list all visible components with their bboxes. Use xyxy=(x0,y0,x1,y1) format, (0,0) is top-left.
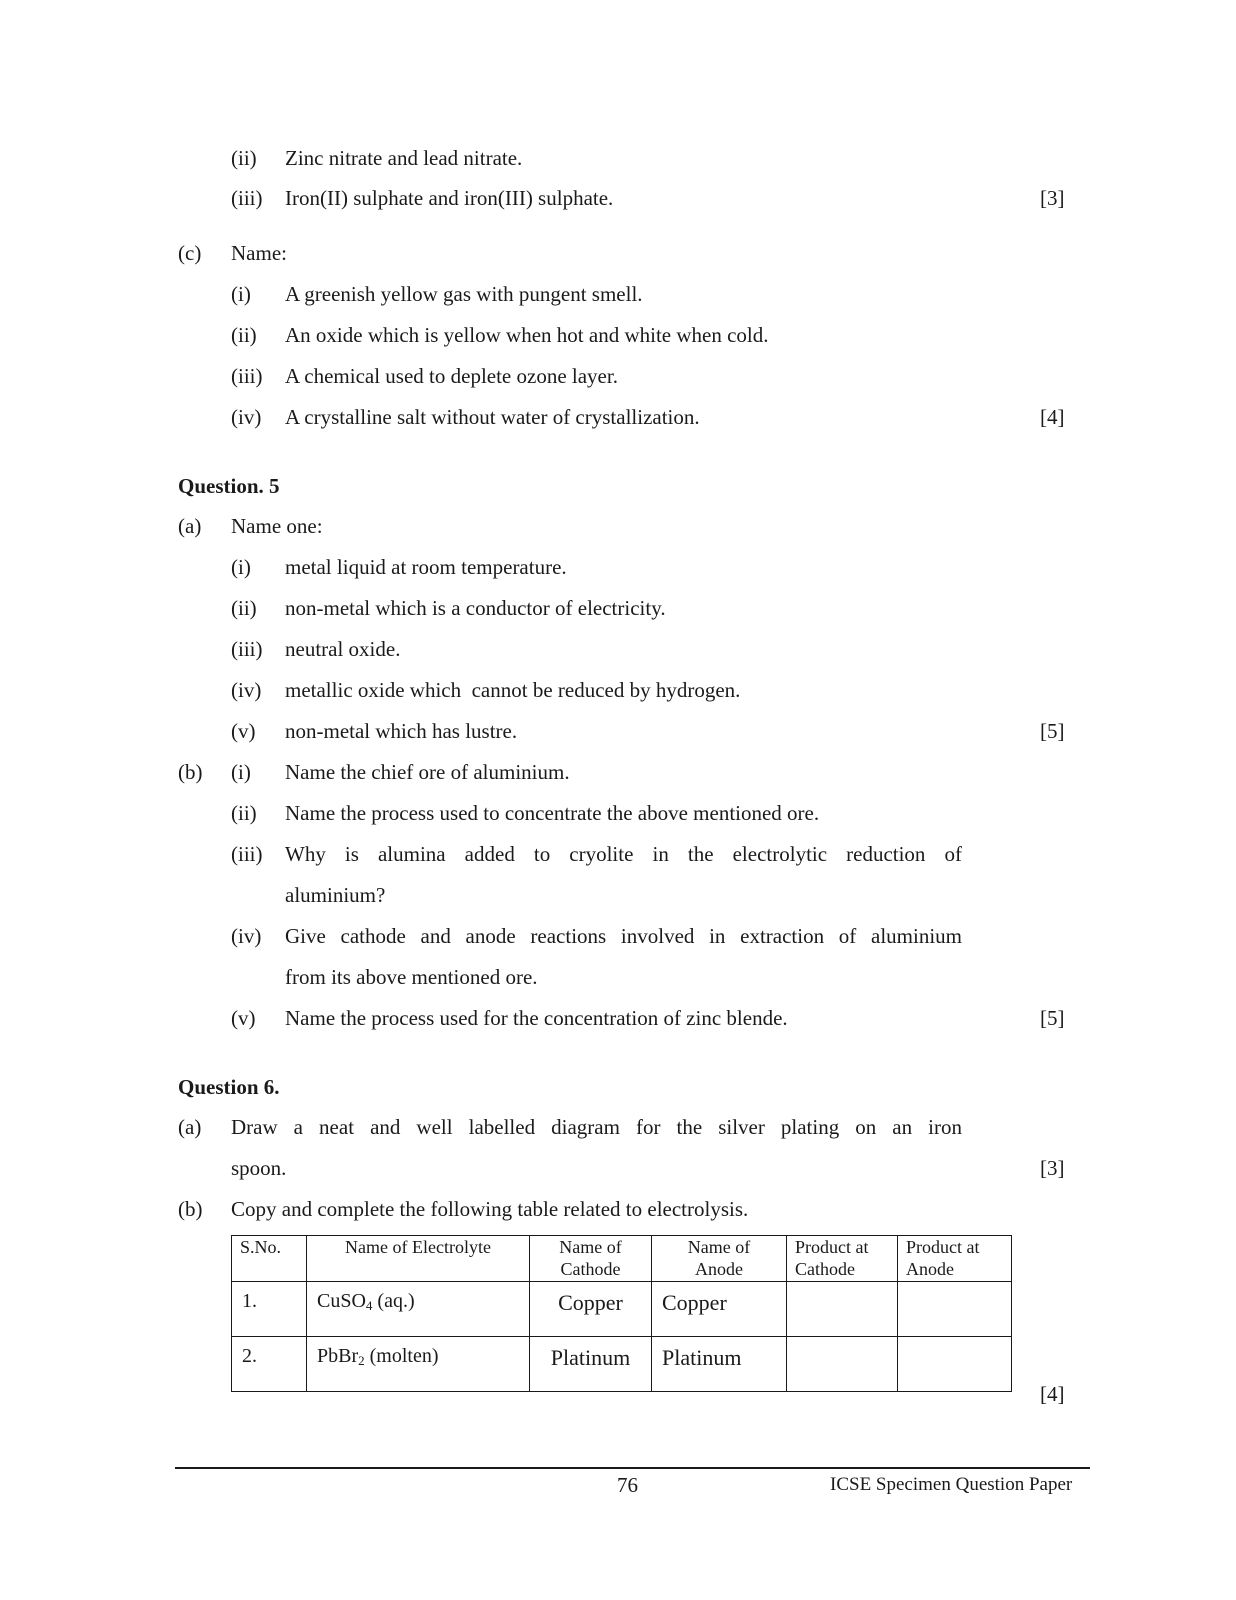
cell-cathode: Copper xyxy=(530,1282,652,1337)
item-text: An oxide which is yellow when hot and white when cold. xyxy=(285,323,769,347)
marks-label: [3] xyxy=(1040,186,1065,210)
table-row xyxy=(232,1282,1012,1337)
footer-divider xyxy=(175,1467,1090,1469)
part-label: (c) xyxy=(178,241,202,265)
page-number: 76 xyxy=(617,1473,638,1497)
item-number: (v) xyxy=(231,1006,256,1030)
header-anode: Name of Anode xyxy=(652,1236,787,1282)
item-text-continued: from its above mentioned ore. xyxy=(285,965,538,989)
cell-anode: Platinum xyxy=(652,1337,787,1392)
cell-electrolyte: PbBr$_2$ (molten) xyxy=(307,1337,530,1392)
item-text: neutral oxide. xyxy=(285,637,401,661)
cell-sno: 1. xyxy=(232,1282,307,1337)
item-text: Zinc nitrate and lead nitrate. xyxy=(285,146,523,170)
header-sno: S.No. xyxy=(232,1236,307,1282)
electrolysis-table xyxy=(231,1235,1012,1392)
part-label: (b) xyxy=(178,760,203,784)
part-label: (a) xyxy=(178,514,202,538)
item-number: (iii) xyxy=(231,364,263,388)
part-prompt: Name: xyxy=(231,241,287,265)
item-number: (ii) xyxy=(231,801,257,825)
header-product-cathode: Product at Cathode xyxy=(787,1236,898,1282)
item-text: metal liquid at room temperature. xyxy=(285,555,567,579)
marks-label: [4] xyxy=(1040,405,1065,429)
marks-label: [5] xyxy=(1040,719,1065,743)
item-number: (i) xyxy=(231,282,251,306)
item-text: A chemical used to deplete ozone layer. xyxy=(285,364,618,388)
item-text: A crystalline salt without water of crystallization. xyxy=(285,405,700,429)
table-header-row xyxy=(232,1236,1012,1282)
question-5-heading: Question. 5 xyxy=(178,474,280,498)
marks-label: [4] xyxy=(1040,1382,1065,1406)
item-text-continued: aluminium? xyxy=(285,883,386,907)
item-text: A greenish yellow gas with pungent smell. xyxy=(285,282,643,306)
footer-title: ICSE Specimen Question Paper xyxy=(830,1474,1073,1495)
marks-label: [5] xyxy=(1040,1006,1065,1030)
item-number: (ii) xyxy=(231,596,257,620)
item-text: Name the chief ore of aluminium. xyxy=(285,760,570,784)
cell-product-cathode xyxy=(787,1282,898,1337)
cell-product-cathode xyxy=(787,1337,898,1392)
part-label: (b) xyxy=(178,1197,203,1221)
item-number: (iii) xyxy=(231,842,263,866)
item-number: (iv) xyxy=(231,678,262,702)
item-number: (ii) xyxy=(231,323,257,347)
item-text: non-metal which has lustre. xyxy=(285,719,518,743)
cell-cathode: Platinum xyxy=(530,1337,652,1392)
item-number: (i) xyxy=(231,555,251,579)
table-row xyxy=(232,1337,1012,1392)
item-number: (i) xyxy=(231,760,251,784)
item-text: Why is alumina added to cryolite in the electrolytic reduction of xyxy=(285,842,962,866)
part-text-continued: spoon. xyxy=(231,1156,287,1180)
cell-product-anode xyxy=(898,1337,1012,1392)
item-number: (iv) xyxy=(231,405,262,429)
cell-electrolyte: CuSO$_4$ (aq.) xyxy=(307,1282,530,1337)
item-text: Name the process used to concentrate the above mentioned ore. xyxy=(285,801,820,825)
cell-anode: Copper xyxy=(652,1282,787,1337)
header-product-anode: Product at Anode xyxy=(898,1236,1012,1282)
item-number: (iii) xyxy=(231,186,263,210)
item-text: metallic oxide which cannot be reduced by hydrogen. xyxy=(285,678,741,702)
item-number: (ii) xyxy=(231,146,257,170)
cell-product-anode xyxy=(898,1282,1012,1337)
item-text: non-metal which is a conductor of electricity. xyxy=(285,596,666,620)
item-text: Name the process used for the concentration of zinc blende. xyxy=(285,1006,788,1030)
header-electrolyte: Name of Electrolyte xyxy=(307,1236,530,1282)
item-text: Iron(II) sulphate and iron(III) sulphate. xyxy=(285,186,614,210)
cell-sno: 2. xyxy=(232,1337,307,1392)
item-number: (v) xyxy=(231,719,256,743)
item-number: (iii) xyxy=(231,637,263,661)
item-number: (iv) xyxy=(231,924,262,948)
part-text: Draw a neat and well labelled diagram for the silver plating on an iron xyxy=(231,1115,962,1139)
question-6-heading: Question 6. xyxy=(178,1075,280,1099)
header-cathode: Name of Cathode xyxy=(530,1236,652,1282)
part-prompt: Name one: xyxy=(231,514,323,538)
part-text: Copy and complete the following table related to electrolysis. xyxy=(231,1197,749,1221)
item-text: Give cathode and anode reactions involved in extraction of aluminium xyxy=(285,924,962,948)
marks-label: [3] xyxy=(1040,1156,1065,1180)
part-label: (a) xyxy=(178,1115,202,1139)
